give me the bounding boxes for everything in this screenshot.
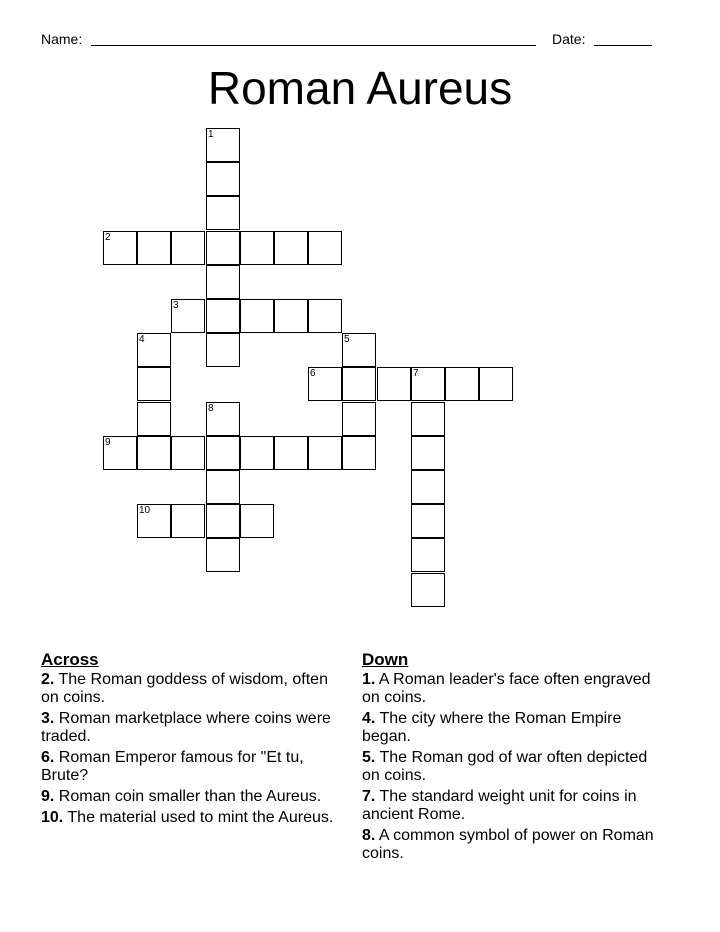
grid-cell[interactable] [342, 402, 376, 436]
grid-cell[interactable] [240, 299, 274, 333]
cell-number: 6 [310, 368, 316, 379]
clue-number: 9. [41, 788, 55, 805]
grid-cell[interactable] [206, 402, 240, 436]
clue-number: 7. [362, 788, 376, 805]
clue-down-1 [362, 671, 662, 707]
grid-cell[interactable] [411, 367, 445, 401]
cell-number: 4 [139, 334, 145, 345]
grid-cell[interactable] [206, 470, 240, 504]
grid-cell[interactable] [411, 573, 445, 607]
name-label: Name: [41, 31, 83, 47]
grid-cell[interactable] [206, 538, 240, 572]
grid-cell[interactable] [308, 436, 342, 470]
name-field-line[interactable] [91, 45, 536, 46]
cell-number: 2 [105, 232, 111, 243]
grid-cell[interactable] [103, 231, 137, 265]
clue-text: Roman Emperor famous for "Et tu, Brute? [41, 749, 304, 784]
grid-cell[interactable] [206, 162, 240, 196]
clue-text: The Roman god of war often depicted on coins. [362, 749, 648, 784]
clue-down-7 [362, 788, 662, 824]
clue-number: 2. [41, 671, 55, 688]
grid-cell[interactable] [411, 538, 445, 572]
clue-across-2 [41, 671, 341, 707]
grid-cell[interactable] [137, 367, 171, 401]
cell-number: 8 [208, 403, 214, 414]
grid-cell[interactable] [137, 436, 171, 470]
grid-cell[interactable] [171, 504, 205, 538]
grid-cell[interactable] [171, 299, 205, 333]
cell-number: 5 [344, 334, 350, 345]
clue-number: 3. [41, 710, 55, 727]
clue-number: 6. [41, 749, 55, 766]
grid-cell[interactable] [137, 333, 171, 367]
clue-across-10 [41, 809, 341, 827]
grid-cell[interactable] [377, 367, 411, 401]
clue-down-4 [362, 710, 662, 746]
grid-cell[interactable] [308, 367, 342, 401]
clue-across-9 [41, 788, 341, 806]
clue-text: A Roman leader's face often engraved on coins. [362, 671, 651, 706]
cell-number: 1 [208, 129, 214, 140]
grid-cell[interactable] [206, 128, 240, 162]
grid-cell[interactable] [240, 436, 274, 470]
clue-number: 8. [362, 827, 376, 844]
clue-number: 10. [41, 809, 64, 826]
clue-number: 4. [362, 710, 376, 727]
grid-cell[interactable] [171, 436, 205, 470]
grid-cell[interactable] [411, 436, 445, 470]
grid-cell[interactable] [445, 367, 479, 401]
down-clues [362, 651, 662, 866]
grid-cell[interactable] [308, 231, 342, 265]
grid-cell[interactable] [274, 436, 308, 470]
across-heading: Across [41, 650, 99, 669]
cell-number: 7 [413, 368, 419, 379]
cell-number: 3 [173, 300, 179, 311]
clue-number: 1. [362, 671, 376, 688]
clue-down-8 [362, 827, 662, 863]
clue-text: The material used to mint the Aureus. [67, 809, 334, 826]
grid-cell[interactable] [342, 436, 376, 470]
clue-text: The city where the Roman Empire began. [362, 710, 622, 745]
clue-across-3 [41, 710, 341, 746]
grid-cell[interactable] [411, 504, 445, 538]
clue-across-6 [41, 749, 341, 785]
grid-cell[interactable] [274, 231, 308, 265]
grid-cell[interactable] [206, 231, 240, 265]
grid-cell[interactable] [103, 436, 137, 470]
puzzle-title: Roman Aureus [207, 62, 513, 114]
cell-number: 9 [105, 437, 111, 448]
grid-cell[interactable] [342, 367, 376, 401]
grid-cell[interactable] [274, 299, 308, 333]
grid-cell[interactable] [240, 231, 274, 265]
grid-cell[interactable] [206, 333, 240, 367]
grid-cell[interactable] [479, 367, 513, 401]
grid-cell[interactable] [411, 402, 445, 436]
grid-cell[interactable] [206, 299, 240, 333]
grid-cell[interactable] [308, 299, 342, 333]
grid-cell[interactable] [240, 504, 274, 538]
grid-cell[interactable] [206, 436, 240, 470]
clue-text: The Roman goddess of wisdom, often on coins. [41, 671, 328, 706]
grid-cell[interactable] [206, 196, 240, 230]
grid-cell[interactable] [342, 333, 376, 367]
grid-cell[interactable] [206, 504, 240, 538]
clue-text: Roman coin smaller than the Aureus. [58, 788, 322, 805]
grid-cell[interactable] [137, 402, 171, 436]
grid-cell[interactable] [411, 470, 445, 504]
across-clues [41, 651, 341, 830]
date-label: Date: [552, 31, 586, 47]
grid-cell[interactable] [137, 231, 171, 265]
clue-number: 5. [362, 749, 376, 766]
clue-text: The standard weight unit for coins in ancient Rome. [362, 788, 637, 823]
clue-down-5 [362, 749, 662, 785]
clue-text: A common symbol of power on Roman coins. [362, 827, 654, 862]
grid-cell[interactable] [171, 231, 205, 265]
grid-cell[interactable] [137, 504, 171, 538]
date-field-line[interactable] [594, 45, 652, 46]
down-heading: Down [362, 650, 409, 669]
cell-number: 10 [139, 505, 151, 516]
clue-text: Roman marketplace where coins were traded. [41, 710, 331, 745]
grid-cell[interactable] [206, 265, 240, 299]
